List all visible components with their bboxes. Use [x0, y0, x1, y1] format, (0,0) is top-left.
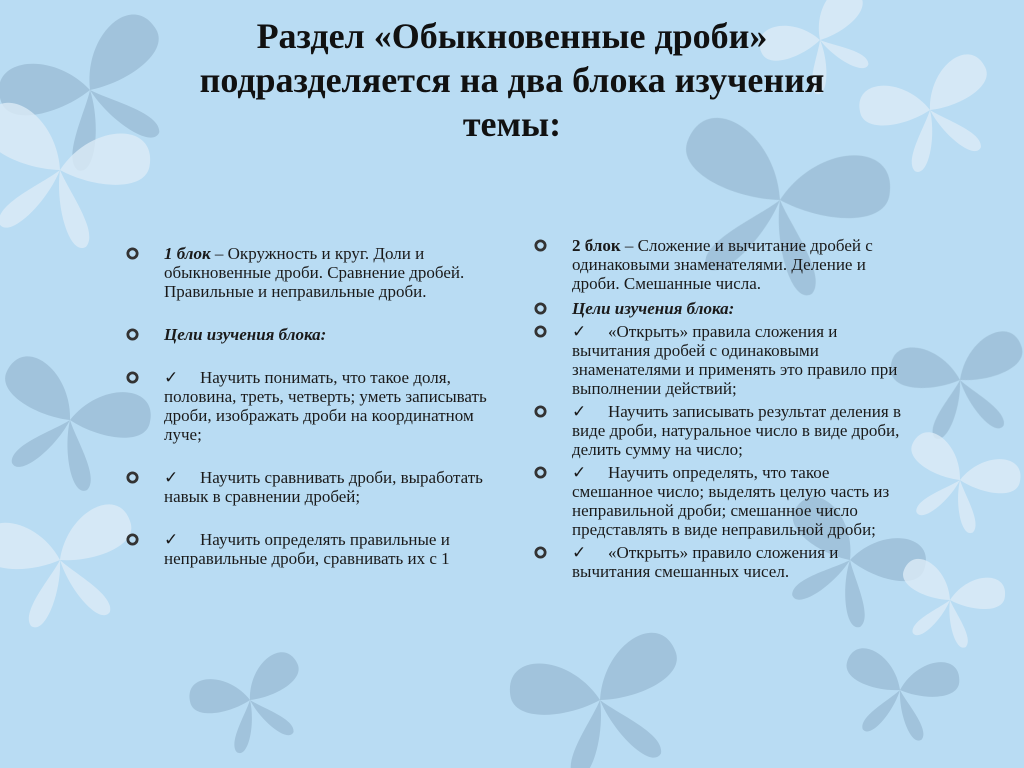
goal-text: Научить определять правильные и неправильные дроби, сравнивать их с 1: [164, 530, 450, 568]
ring-bullet-icon: [126, 371, 139, 384]
goal-text: Научить понимать, что такое доля, половина, треть, четверть; уметь записывать дроби, изображать дроби на координатном луче;: [164, 368, 487, 444]
ring-bullet-icon: [534, 405, 547, 418]
ring-bullet-icon: [534, 239, 547, 252]
list-item: [534, 322, 904, 398]
title-line-1: Раздел «Обыкновенные дроби»: [256, 16, 768, 56]
goal-text: Научить сравнивать дроби, выработать навык в сравнении дробей;: [164, 468, 483, 506]
checkmark-icon: ✓: [572, 463, 587, 482]
ring-bullet-icon: [534, 302, 547, 315]
list-item: [126, 468, 502, 506]
title-line-2: подразделяется на два блока изучения: [199, 60, 825, 100]
ring-bullet-icon: [534, 325, 547, 338]
goals-heading: Цели изучения блока:: [572, 299, 735, 318]
ring-bullet-icon: [126, 328, 139, 341]
slide-title: [90, 14, 934, 146]
checkmark-icon: ✓: [572, 543, 587, 562]
checkmark-icon: ✓: [164, 530, 179, 549]
goal-text: «Открыть» правило сложения и вычитания смешанных чисел.: [572, 543, 839, 581]
goal-text: Научить определять, что такое смешанное число; выделять целую часть из неправильной дроби; смешанное число представлять в виде неправильной дроби;: [572, 463, 890, 539]
block-text: – Окружность и круг. Доли и обыкновенные дроби. Сравнение дробей. Правильные и неправильные дроби.: [164, 244, 465, 301]
checkmark-icon: ✓: [164, 468, 179, 487]
list-item: [126, 244, 502, 301]
goals-heading: Цели изучения блока:: [164, 325, 327, 344]
list-item: [126, 530, 502, 568]
goal-text: «Открыть» правила сложения и вычитания дробей с одинаковыми знаменателями и применять это правило при выполнении действий;: [572, 322, 898, 398]
ring-bullet-icon: [534, 546, 547, 559]
checkmark-icon: ✓: [572, 402, 587, 421]
checkmark-icon: ✓: [164, 368, 179, 387]
list-item: [534, 236, 904, 293]
list-item: [534, 463, 904, 539]
block-label: 2 блок: [572, 236, 621, 255]
right-column: [534, 236, 904, 581]
list-item: [534, 299, 904, 318]
list-item: [126, 325, 502, 344]
title-line-3: темы:: [462, 104, 562, 144]
ring-bullet-icon: [126, 471, 139, 484]
block-text: – Сложение и вычитание дробей с одинаковыми знаменателями. Деление и дроби. Смешанные числа.: [572, 236, 873, 293]
list-item: [126, 368, 502, 444]
list-item: [534, 402, 904, 459]
left-column: [126, 244, 502, 568]
goal-text: Научить записывать результат деления в виде дроби, натуральное число в виде дроби, делить сумму на число;: [572, 402, 901, 459]
ring-bullet-icon: [126, 247, 139, 260]
ring-bullet-icon: [534, 466, 547, 479]
list-item: [534, 543, 904, 581]
checkmark-icon: ✓: [572, 322, 587, 341]
ring-bullet-icon: [126, 533, 139, 546]
block-label: 1 блок: [164, 244, 211, 263]
